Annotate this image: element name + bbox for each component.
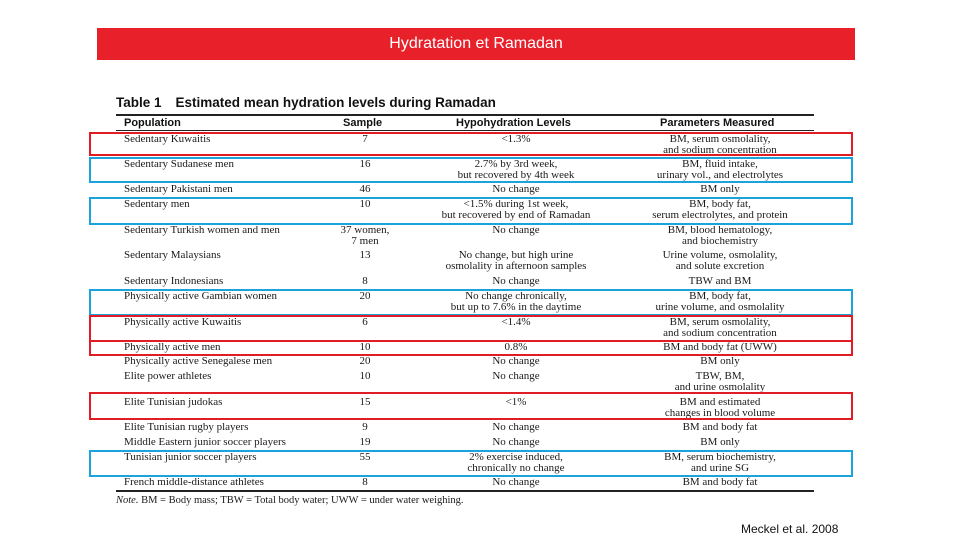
cell-sample: 10 [359, 370, 371, 382]
cell-population: Physically active Senegalese men [124, 355, 273, 367]
cell-hypo: No change, but high urine [458, 249, 574, 261]
cell-params: BM and estimated [679, 396, 761, 408]
cell-hypo: 2% exercise induced, [469, 451, 563, 463]
cell-sample: 55 [359, 451, 371, 463]
table-header-rule [116, 130, 814, 131]
header-hypohydration: Hypohydration Levels [456, 117, 571, 129]
cell-sample: 7 [362, 133, 368, 145]
cell-hypo: but recovered by 4th week [457, 168, 575, 181]
cell-population: Physically active men [124, 341, 221, 353]
table-number: Table 1 [116, 95, 162, 110]
cell-population: Sedentary Kuwaitis [124, 133, 211, 145]
cell-params: BM only [700, 355, 740, 367]
cell-params: and solute excretion [675, 259, 765, 272]
cell-params: changes in blood volume [664, 406, 776, 419]
cell-params: and sodium concentration [663, 143, 777, 156]
header-population: Population [124, 117, 181, 129]
cell-hypo: No change [492, 183, 540, 195]
cell-population: Sedentary men [124, 198, 190, 210]
highlight-box [89, 289, 853, 316]
cell-population: Elite Tunisian rugby players [124, 421, 249, 433]
highlight-box [89, 340, 853, 356]
table-note [116, 495, 464, 506]
cell-population: Physically active Kuwaitis [124, 316, 242, 328]
highlight-box [89, 157, 853, 183]
citation: Meckel et al. 2008 [741, 522, 839, 536]
cell-sample: 9 [362, 421, 368, 433]
cell-params: urine volume, and osmolality [655, 300, 785, 313]
table-note-text: BM = Body mass; TBW = Total body water; UWW = under water weighing. [138, 495, 464, 506]
table-caption: Estimated mean hydration levels during Ramadan [175, 95, 496, 110]
cell-hypo: No change [492, 421, 540, 433]
cell-hypo: No change [492, 370, 540, 382]
cell-hypo: No change [492, 275, 540, 287]
cell-sample: 20 [359, 290, 371, 302]
highlight-box [89, 197, 853, 225]
cell-population: Sedentary Malaysians [124, 249, 221, 261]
cell-params: BM only [700, 183, 740, 195]
cell-sample: 7 men [351, 234, 379, 247]
cell-hypo: No change [492, 355, 540, 367]
cell-population: Sedentary Turkish women and men [124, 224, 280, 236]
cell-params: and urine SG [690, 461, 750, 474]
cell-params: BM, serum biochemistry, [664, 451, 776, 463]
table-note-label: Note. [116, 495, 139, 506]
cell-hypo: No change [492, 436, 540, 448]
highlight-box [89, 132, 853, 156]
cell-hypo: but up to 7.6% in the daytime [450, 300, 582, 313]
header-parameters: Parameters Measured [660, 117, 775, 129]
cell-params: BM, serum osmolality, [669, 133, 771, 145]
cell-population: Tunisian junior soccer players [124, 451, 257, 463]
cell-population: Sedentary Sudanese men [124, 158, 234, 170]
cell-hypo: but recovered by end of Ramadan [441, 208, 591, 221]
cell-params: BM and body fat [682, 476, 758, 488]
cell-sample: 8 [362, 275, 368, 287]
cell-params: and urine osmolality [674, 380, 766, 393]
cell-params: BM, blood hematology, [667, 224, 773, 236]
highlight-box [89, 450, 853, 477]
cell-population: Physically active Gambian women [124, 290, 278, 302]
table-top-rule [116, 114, 814, 116]
cell-sample: 10 [359, 198, 371, 210]
cell-params: BM, body fat, [689, 198, 751, 210]
header-sample: Sample [343, 117, 383, 129]
cell-hypo: No change chronically, [465, 290, 567, 302]
cell-params: serum electrolytes, and protein [652, 208, 788, 221]
cell-hypo: chronically no change [467, 461, 565, 474]
cell-hypo: <1% [505, 396, 527, 408]
cell-params: TBW, BM, [695, 370, 745, 382]
cell-population: Sedentary Indonesians [124, 275, 224, 287]
cell-params: BM, body fat, [689, 290, 751, 302]
cell-hypo: <1.4% [501, 316, 531, 328]
cell-params: BM, fluid intake, [682, 158, 758, 170]
cell-population: Elite power athletes [124, 370, 212, 382]
cell-sample: 8 [362, 476, 368, 488]
highlight-box [89, 392, 853, 420]
cell-population: Sedentary Pakistani men [124, 183, 233, 195]
cell-sample: 6 [362, 316, 368, 328]
cell-hypo: 0.8% [504, 341, 528, 353]
cell-hypo: No change [492, 224, 540, 236]
cell-params: BM and body fat [682, 421, 758, 433]
cell-population: Middle Eastern junior soccer players [124, 436, 286, 448]
cell-population: French middle-distance athletes [124, 476, 264, 488]
table-title [116, 95, 496, 110]
cell-params: urinary vol., and electrolytes [656, 168, 784, 181]
highlight-box [89, 315, 853, 342]
cell-sample: 19 [359, 436, 371, 448]
cell-params: Urine volume, osmolality, [662, 249, 778, 261]
slide-title: Hydratation et Ramadan [389, 35, 563, 52]
cell-params: BM only [700, 436, 740, 448]
cell-params: and sodium concentration [663, 326, 777, 339]
cell-hypo: No change [492, 476, 540, 488]
table-bottom-rule [116, 490, 814, 492]
cell-sample: 10 [359, 341, 371, 353]
cell-hypo: <1.5% during 1st week, [463, 198, 569, 210]
cell-sample: 20 [359, 355, 371, 367]
cell-hypo: osmolality in afternoon samples [445, 259, 587, 272]
cell-params: TBW and BM [688, 275, 752, 287]
cell-hypo: 2.7% by 3rd week, [474, 158, 558, 170]
cell-sample: 15 [359, 396, 371, 408]
slide-title-banner [97, 28, 855, 60]
cell-population: Elite Tunisian judokas [124, 396, 223, 408]
cell-params: and biochemistry [681, 234, 759, 247]
cell-params: BM and body fat (UWW) [663, 341, 777, 353]
cell-sample: 46 [359, 183, 371, 195]
cell-sample: 13 [359, 249, 371, 261]
cell-sample: 37 women, [340, 224, 390, 236]
cell-sample: 16 [359, 158, 371, 170]
cell-params: BM, serum osmolality, [669, 316, 771, 328]
cell-hypo: <1.3% [501, 133, 531, 145]
